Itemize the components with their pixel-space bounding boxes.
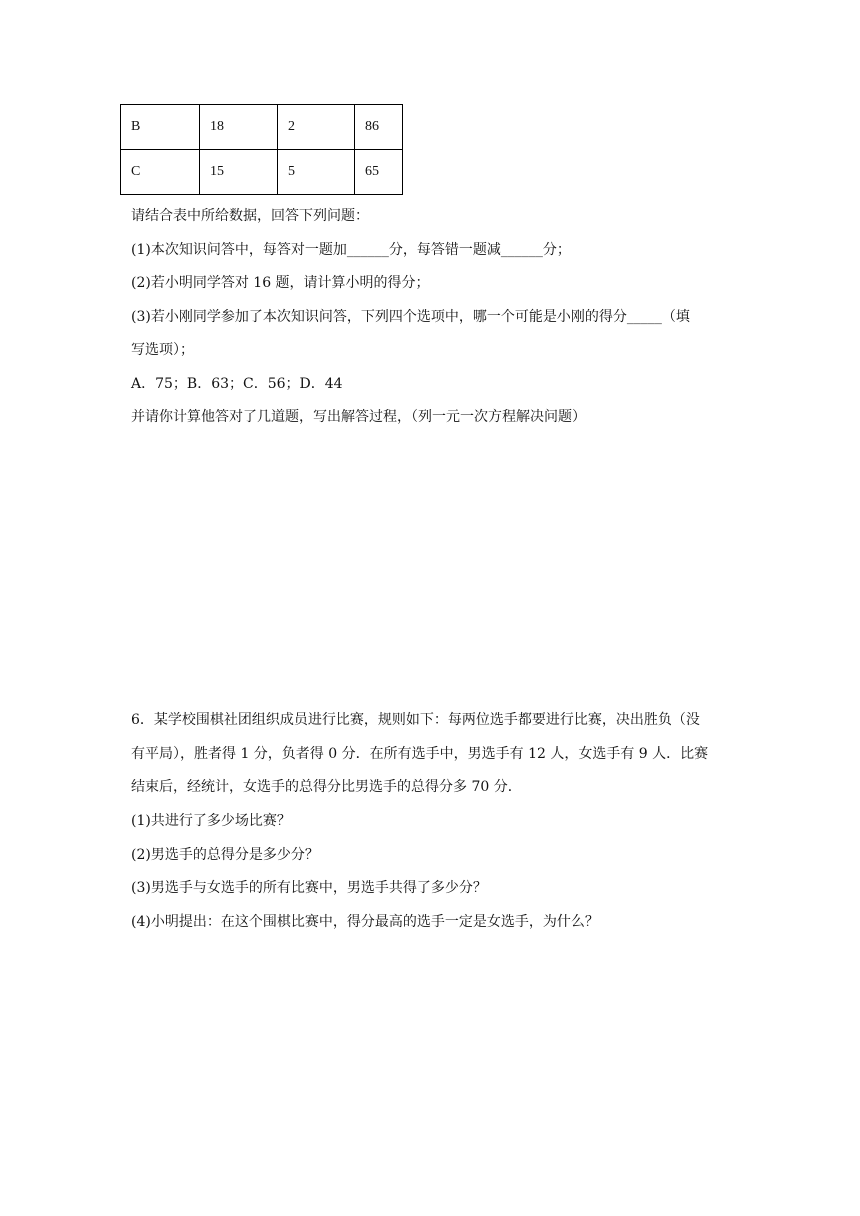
table-cell: 5 [278, 150, 355, 195]
problem5-question-3-line2: 写选项）； [131, 342, 194, 358]
problem5-question-2: (2)若小明同学答对 16 题，请计算小明的得分； [131, 275, 430, 291]
table-cell: C [121, 150, 200, 195]
problem5-instruction: 并请你计算他答对了几道题，写出解答过程，（列一元一次方程解决问题） [131, 409, 586, 425]
table-cell: 2 [278, 105, 355, 150]
problem5-options: A．75；B．63；C．56；D．44 [131, 376, 343, 392]
table-cell: B [121, 105, 200, 150]
table-cell: 15 [200, 150, 278, 195]
problem6-statement-line1: 6．某学校围棋社团组织成员进行比赛，规则如下：每两位选手都要进行比赛，决出胜负（没 [131, 712, 700, 728]
score-table [120, 104, 403, 195]
problem6-statement-line2: 有平局），胜者得 1 分，负者得 0 分．在所有选手中，男选手有 12 人，女选手有 9 人．比赛 [131, 746, 709, 762]
problem6-question-2: (2)男选手的总得分是多少分？ [131, 847, 319, 863]
problem6-question-1: (1)共进行了多少场比赛？ [131, 813, 291, 829]
problem6-statement-line3: 结束后，经统计，女选手的总得分比男选手的总得分多 70 分． [131, 779, 522, 795]
table-cell: 18 [200, 105, 278, 150]
table-row [121, 150, 403, 195]
problem6-question-3: (3)男选手与女选手的所有比赛中，男选手共得了多少分？ [131, 880, 487, 896]
table-cell: 86 [355, 105, 403, 150]
table-cell: 65 [355, 150, 403, 195]
table-row [121, 105, 403, 150]
score-table-body [121, 105, 403, 195]
problem6-question-4: (4)小明提出：在这个围棋比赛中，得分最高的选手一定是女选手，为什么？ [131, 914, 599, 930]
problem5-intro: 请结合表中所给数据，回答下列问题： [131, 208, 369, 224]
problem5-question-3-line1: (3)若小刚同学参加了本次知识问答，下列四个选项中，哪一个可能是小刚的得分_____（填 [131, 309, 690, 325]
problem5-question-1: (1)本次知识问答中，每答对一题加______分，每答错一题减______分； [131, 242, 571, 258]
